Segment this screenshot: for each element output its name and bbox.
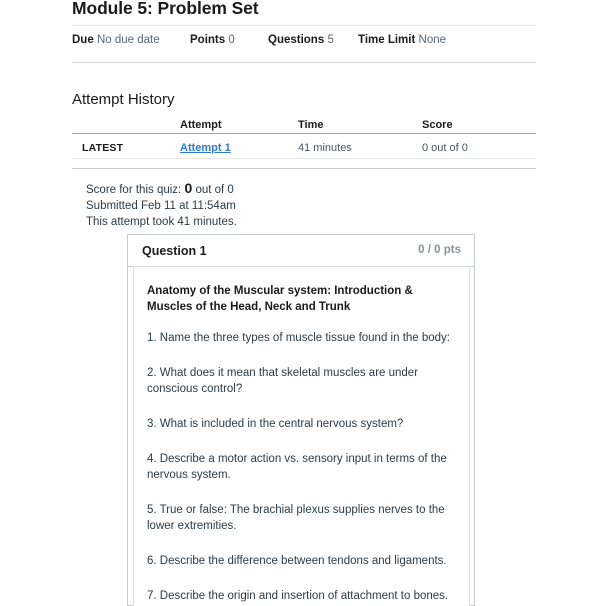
table-header-divider xyxy=(72,133,536,134)
header-divider-top xyxy=(72,25,536,26)
attempt-link-cell xyxy=(180,141,231,155)
duration-line: This attempt took 41 minutes. xyxy=(86,216,237,228)
quiz-meta-time-limit-value: None xyxy=(418,34,447,46)
quiz-meta-due xyxy=(72,34,190,46)
quiz-meta-questions-value: 5 xyxy=(327,34,334,46)
quiz-meta-questions xyxy=(268,34,358,46)
page-title: Module 5: Problem Set xyxy=(72,0,259,18)
column-header-time: Time xyxy=(298,119,324,131)
question-item: 2. What does it mean that skeletal muscles are under conscious control? xyxy=(147,367,419,395)
question-header xyxy=(128,235,474,267)
question-title: Question 1 xyxy=(142,244,207,258)
score-line xyxy=(86,180,237,198)
column-header-attempt: Attempt xyxy=(180,119,222,131)
quiz-meta-points-label: Points xyxy=(190,34,226,46)
quiz-meta-due-value: No due date xyxy=(96,34,160,46)
question-item: 3. What is included in the central nervous system? xyxy=(147,418,404,430)
table-bottom-divider xyxy=(72,168,536,169)
question-heading: Anatomy of the Muscular system: Introduction & Muscles of the Head, Neck and Trunk xyxy=(147,285,413,313)
quiz-meta-points xyxy=(190,34,268,46)
question-body xyxy=(133,266,470,606)
score-summary xyxy=(86,180,237,230)
attempt-history-body xyxy=(72,141,536,163)
quiz-meta-row xyxy=(72,34,542,46)
attempt-time-cell: 41 minutes xyxy=(298,142,352,154)
attempt-1-link[interactable]: Attempt 1 xyxy=(180,142,231,154)
question-item: 7. Describe the origin and insertion of attachment to bones. xyxy=(147,590,449,602)
question-card xyxy=(127,234,475,606)
header-divider-bottom xyxy=(72,62,536,63)
quiz-meta-points-value: 0 xyxy=(228,34,235,46)
table-row xyxy=(72,141,536,163)
question-item: 5. True or false: The brachial plexus supplies nerves to the lower extremities. xyxy=(147,504,445,532)
question-points: 0 / 0 pts xyxy=(418,244,461,256)
score-value: 0 xyxy=(184,180,193,196)
quiz-meta-due-label: Due xyxy=(72,34,94,46)
submitted-line: Submitted Feb 11 at 11:54am xyxy=(86,200,236,212)
latest-badge: LATEST xyxy=(82,142,124,154)
column-header-score: Score xyxy=(422,119,453,131)
question-item: 1. Name the three types of muscle tissue found in the body: xyxy=(147,332,451,344)
question-item: 4. Describe a motor action vs. sensory input in terms of the nervous system. xyxy=(147,453,447,481)
score-prefix: Score for this quiz: xyxy=(86,184,182,196)
question-item: 6. Describe the difference between tendons and ligaments. xyxy=(147,555,447,567)
table-row-divider xyxy=(72,158,536,159)
score-suffix: out of 0 xyxy=(195,184,234,196)
attempt-score-cell: 0 out of 0 xyxy=(422,142,468,154)
attempt-history-heading: Attempt History xyxy=(72,91,175,108)
quiz-meta-questions-label: Questions xyxy=(268,34,325,46)
quiz-meta-time-limit xyxy=(358,34,478,46)
quiz-meta-time-limit-label: Time Limit xyxy=(358,34,416,46)
